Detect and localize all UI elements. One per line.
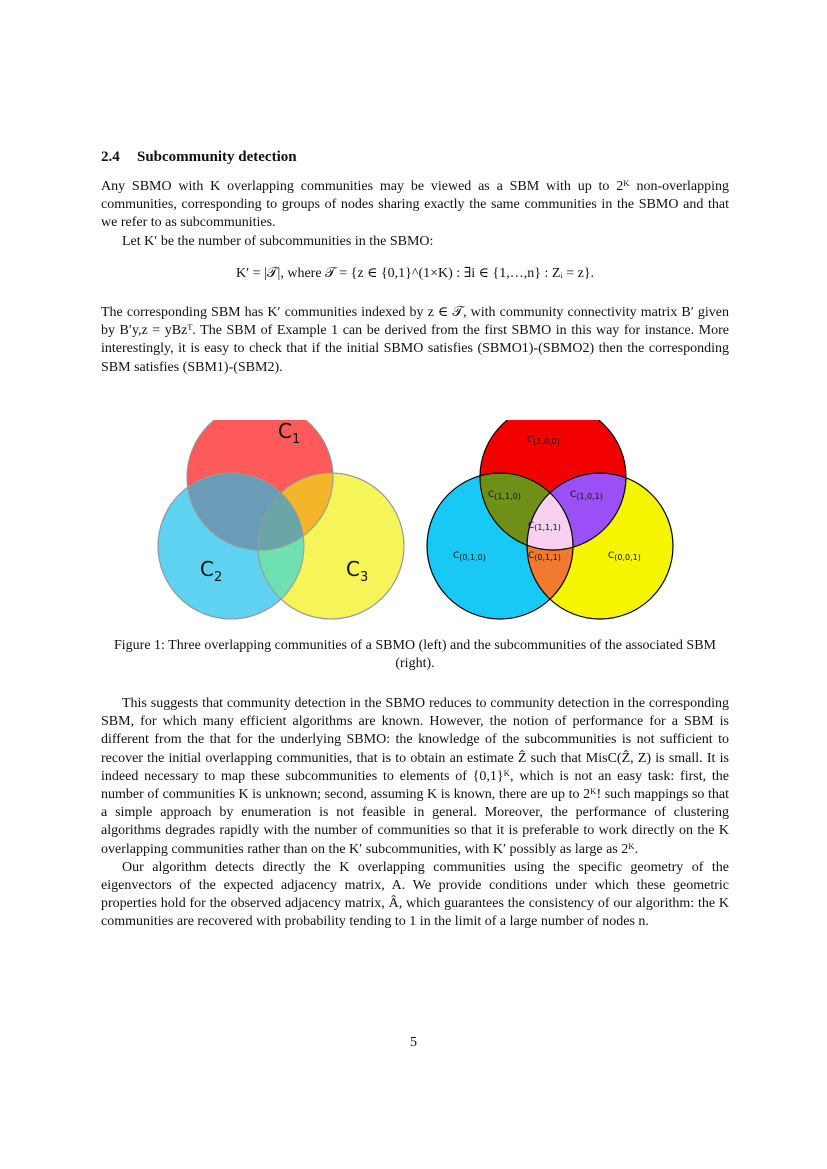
section-heading [101,149,297,166]
figure-caption: Figure 1: Three overlapping communities of a SBMO (left) and the subcommunities of the associated SBM (right). [113,638,717,672]
paragraph-2: Let K′ be the number of subcommunities in the SBMO: [122,233,434,249]
label-c110: C(1,1,0) [488,490,521,501]
label-c101: C(1,0,1) [570,490,603,501]
label-c010: C(0,1,0) [453,551,486,562]
label-c3: $C_3$ [346,557,369,585]
section-title: Subcommunity detection [137,149,297,165]
display-equation: K′ = |𝒯|, where 𝒯 = {z ∈ {0,1}^(1×K) : ∃i ∈ {1,…,n} : Zᵢ = z}. [235,266,595,281]
right-venn [427,420,673,619]
paragraph-3: The corresponding SBM has K′ communities indexed by z ∈ 𝒯, with community connectivity matrix B′ given by B′y,z = yBzᵀ. The SBM of Example 1 can be derived from the first SBMO in this way for instance. More interestingly, it is easy to check that if the initial SBMO satisfies (SBMO1)-(SBMO2) then the corresponding SBM satisfies (SBM1)-(SBM2). [101,305,729,375]
paragraph-intro-block [101,178,729,251]
label-c011: C(0,1,1) [528,551,561,562]
label-c1: $C_1$ [278,420,301,447]
label-c111: C(1,1,1) [528,521,561,532]
section-number: 2.4 [101,149,120,165]
page-number: 5 [410,1035,417,1050]
paragraph-4: This suggests that community detection in the SBMO reduces to community detection in the corresponding SBM, for which many efficient algorithms are known. However, the notion of performance for a SBM is different from the that for the underlying SBMO: the knowledge of the subcommunities is not sufficient to recover the initial overlapping communities, that is to obtain an estimate Ẑ such that MisC(Ẑ, Z) is small. It is indeed necessary to map these subcommunities to elements of {0,1}ᴷ, which is not an easy task: first, the number of communities K is unknown; second, assuming K is known, there are up to 2ᴷ! such mappings so that a simple approach by enumeration is not feasible in general. Moreover, the performance of clustering algorithms degrades rapidly with the number of communities so that it is preferable to work directly on the K overlapping communities rather than on the K′ subcommunities, with K′ possibly as large as 2ᴷ. [101,696,729,857]
label-c001: C(0,0,1) [608,551,641,562]
label-c100: C(1,0,0) [527,435,560,446]
left-venn [158,420,404,619]
paragraph-1: Any SBMO with K overlapping communities may be viewed as a SBM with up to 2ᴷ non-overlapping communities, corresponding to groups of nodes sharing exactly the same communities in the SBMO and that we refer to as subcommunities. [101,179,729,231]
paragraph-block-lower [101,695,729,932]
label-c2: $C_2$ [200,557,223,585]
venn-figure [150,420,680,625]
paragraph-5: Our algorithm detects directly the K overlapping communities using the specific geometry of the eigenvectors of the expected adjacency matrix, A. We provide conditions under which these geometric properties hold for the observed adjacency matrix, Â, which guarantees the consistency of our algorithm: the K communities are recovered with probability tending to 1 in the limit of a large number of nodes n. [101,859,729,930]
